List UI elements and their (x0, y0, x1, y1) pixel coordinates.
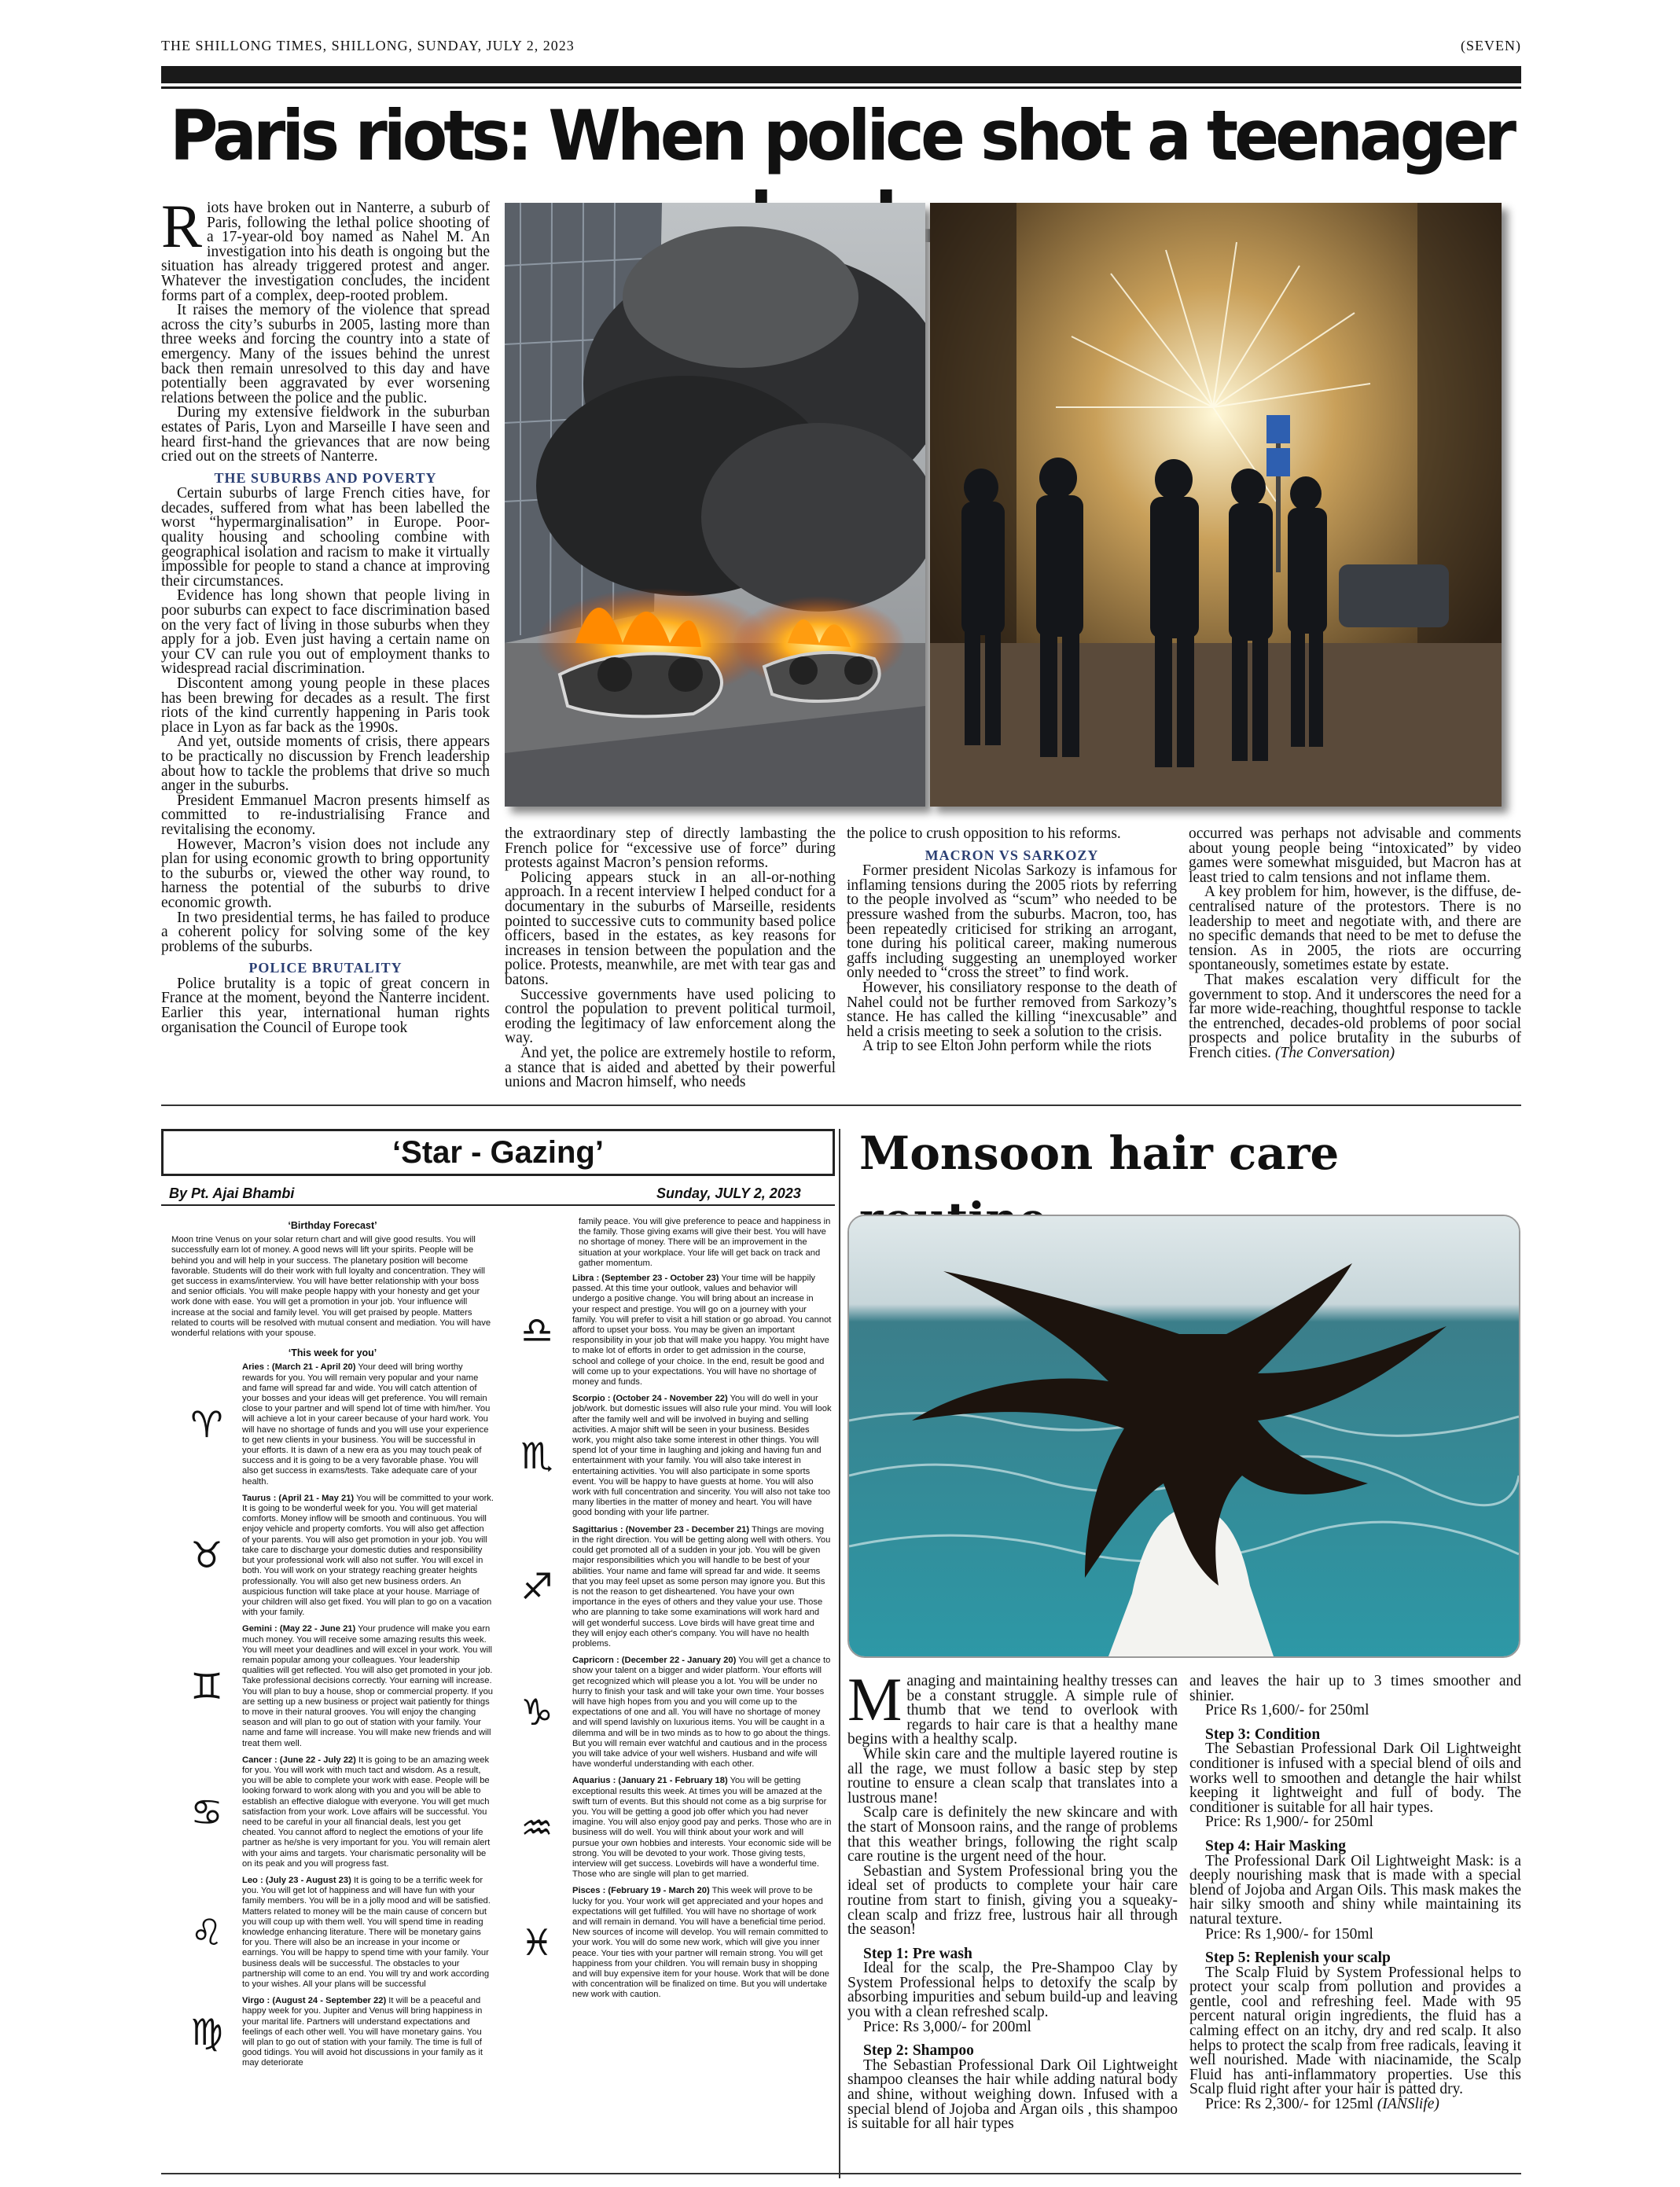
article-column-3 (847, 827, 1177, 1054)
aquarius-icon: ♒ (520, 1806, 553, 1849)
step-heading: Step 4: Hair Masking (1205, 1837, 1346, 1854)
sign-pisces (502, 1886, 832, 2000)
sign-heading: Sagittarius : (November 23 - December 21) (572, 1524, 750, 1535)
paragraph-text: Discontent among young people in these places has been brewing for decades as a result. The first riots of the kind currently happening in Paris took place in Lyon as far back as the 1990s. (161, 675, 490, 736)
paragraph-text: However, his consiliatory response to the death of Nahel could not be further removed from Sarkozy’s stance. He has called the killing “inexcusable” and held a crisis meeting to seek a solution to the crisis. (847, 979, 1177, 1040)
paragraph-text: In two presidential terms, he has failed to produce a coherent policy for solving some of the key problems of the suburbs. (161, 909, 490, 955)
sign-heading: Taurus : (April 21 - May 21) (242, 1493, 355, 1503)
article-column-4 (1189, 827, 1521, 1061)
paragraph (1189, 973, 1521, 1061)
sign-heading: Cancer : (June 22 - July 22) (242, 1755, 356, 1765)
paragraph-text: Scalp care is definitely the new skincare and with the start of Monsoon rains, and the range of problems that this weather brings, following the right scalp care routine is the urgent need of the hour. (847, 1804, 1178, 1865)
sign-virgo (171, 1996, 494, 2068)
paragraph (161, 794, 490, 838)
sign-aquarius (502, 1776, 832, 1880)
top-rule-bar (161, 66, 1521, 83)
police-fireworks-photo (930, 203, 1502, 807)
paragraph (161, 911, 490, 955)
drop-cap: R (161, 192, 203, 260)
paragraph-text: Successive governments have used policing to control the population to prevent political turmoil, eroding the legitimacy of law enforcement along the way. (505, 986, 836, 1047)
column-divider (839, 1129, 840, 2178)
paragraph-text: Former president Nicolas Sarkozy is infamous for inflaming tensions during the 2005 riots by referring to the people involved as “scum” who needed to be pressure washed from the suburbs. Macron, too, has been repeatedly criticised for striking an arrogant, tone during his political career, making numerous gaffs including suggesting an unemployed worker only needed to “cross the street” to find work. (847, 862, 1177, 982)
paragraph-text: Ideal for the scalp, the Pre-Shampoo Clay by System Professional helps to detoxify the scalp by absorbing impurities and sebum build-up and leaving you with a clean refreshed scalp. (847, 1960, 1178, 2021)
pisces-icon: ♓ (520, 1921, 553, 1965)
gemini-icon: ♊ (190, 1664, 223, 1707)
paragraph-text: During my extensive fieldwork in the suburban estates of Paris, Lyon and Marseille I have seen and heard first-hand the grievances that are now being cried out on the streets of Nanterre. (161, 404, 490, 465)
paragraph-text: Certain suburbs of large French cities have, for decades, suffered from what has been labelled the worst “hypermarginalisation” in Europe. Poor-quality housing and schooling combine with geographical isolation and racism to make it virtually impossible for people to stand a chance at improving their circumstances. (161, 485, 490, 590)
step-heading: Step 3: Condition (1205, 1726, 1321, 1743)
page-headline: Paris riots: When police shot a teenager (169, 95, 1513, 176)
paragraph (1189, 1966, 1521, 2097)
folio-line (161, 38, 1521, 54)
scorpio-icon: ♏ (520, 1434, 553, 1477)
paragraph (847, 864, 1177, 981)
paragraph-text: iots have broken out in Nanterre, a suburb of Paris, following the lethal police shooting of a 17-year-old boy named as Nahel M. An investigation into his death is ongoing but the situation has already triggered protest and anger. Whatever the investigation concludes, the incident forms part of a complex, deep-rooted problem. (161, 200, 490, 304)
horoscope-right-column (502, 1217, 832, 2007)
column-date: Sunday, JULY 2, 2023 (656, 1185, 801, 1201)
cancer-icon: ♋ (190, 1790, 223, 1833)
paragraph (505, 1046, 836, 1090)
paragraph-text: Evidence has long shown that people living in poor suburbs can expect to face discrimination based on the very fact of living in those suburbs when they apply for a job. Even just having a certain name on your CV can rule you out of employment thanks to widespread racial discrimination. (161, 587, 490, 678)
paragraph (847, 2059, 1178, 2132)
paragraph (1189, 827, 1521, 885)
paragraph (1189, 2097, 1521, 2112)
paragraph-text: Price: Rs 1,900/- for 250ml (1205, 1814, 1373, 1831)
paragraph (161, 303, 490, 406)
top-rule-line (161, 86, 1521, 89)
sign-forecast-text: It is going to be an amazing week for you. You will work with much tact and wisdom. As a result, you will be able to complete your work with ease. People will be looking forward to work along with you and you will be able to establish an effective dialogue with everyone. You will get much satisfaction from your work. Love affairs will be successful. You need to be careful in your all financial deals, lest you get cheated. You cannot afford to neglect the emotions of your life partner as he/she is very important for you. You will remain alert with your aims and targets. Your charismatic personality will be on its peak and you will progress fast. (242, 1755, 491, 1869)
step-heading: Step 5: Replenish your scalp (1205, 1950, 1391, 1967)
paragraph-text: And yet, the police are extremely hostile to reform, a stance that is aided and abetted by their powerful unions and Macron himself, who needs (505, 1044, 836, 1091)
paragraph (847, 1862, 1178, 1939)
paragraph-text: However, Macron’s vision does not include any plan for using economic growth to bring opportunity to the suburbs or, viewed the other way round, to harness the potential of the suburbs to drive economic growth. (161, 836, 490, 911)
paragraph (505, 871, 836, 988)
paragraph-text: The Professional Dark Oil Lightweight Mask: is a deeply nourishing mask that is made with a special blend of Jojoba and Argan Oils. This mask makes the hair silky smooth and shiny while maintaining its natural texture. (1189, 1852, 1521, 1928)
paragraph (161, 192, 490, 304)
leo-icon: ♌ (190, 1911, 223, 1954)
paragraph (847, 1039, 1177, 1054)
sign-cancer (171, 1755, 494, 1869)
horoscope-left-column (171, 1218, 494, 2075)
sign-heading: Gemini : (May 22 - June 21) (242, 1624, 356, 1634)
paragraph (1189, 1815, 1521, 1830)
woman-sea-photo (847, 1215, 1520, 1658)
sign-heading: Pisces : (February 19 - March 20) (572, 1886, 710, 1896)
sign-heading: Leo : (July 23 - August 23) (242, 1875, 351, 1885)
right-signs-list (502, 1274, 832, 2001)
paragraph (1189, 885, 1521, 973)
byline-rule (161, 1204, 835, 1206)
paragraph-text: occurred was perhaps not advisable and comments about young people being “intoxicated” by video games were somewhat misguided, but Macron has at least tried to calm tensions and not inflame them. (1189, 825, 1521, 886)
paragraph-text: The Sebastian Professional Dark Oil Lightweight shampoo cleanses the hair while adding natural body and shine, without weighing down. Infused with a special blend of Jojoba and Argan oils , this shampoo is suitable for all hair types (847, 2057, 1178, 2133)
paragraph-text: That makes escalation very difficult for the government to stop. And it underscores the need for a far more wide-reaching, thoughtful response to tackle the entrenched, decades-old problems of poor social prospects and police brutality in the suburbs of French cities. (1189, 971, 1521, 1061)
sign-taurus (171, 1494, 494, 1618)
paragraph (505, 827, 836, 871)
subhead: POLICE BRUTALITY (248, 960, 403, 976)
source-credit: (The Conversation) (1274, 1044, 1395, 1061)
paragraph (847, 2020, 1178, 2035)
sign-capricorn (502, 1656, 832, 1770)
paragraph (847, 1806, 1178, 1864)
paragraph (161, 406, 490, 464)
sign-scorpio (502, 1394, 832, 1518)
sign-leo (171, 1876, 494, 1990)
astrologer-name: By Pt. Ajai Bhambi (169, 1185, 295, 1201)
paragraph (505, 988, 836, 1046)
burning-car-photo (505, 203, 925, 807)
sign-heading: Aquarius : (January 21 - February 18) (572, 1776, 728, 1786)
sign-forecast-text: You will do well in your job/work. but domestic issues will also rule your mind. You will look after the family well and will be involved in buying and selling activities. A major shift will be seen in your business. Besides work, you might also take some interest in other things. You will spend lot of your time in laughing and joking and having fun and entertainment with your family. You will also take interest in entertaining activities. You will also participate in some sports event. You will be happy to have guests at home. You will also work with full concentration and sincerity. You will also not take too many liberties in the matter of money and heart. You will have good bonding with your life partner. (572, 1394, 832, 1518)
sign-gemini (171, 1624, 494, 1748)
sign-heading: Virgo : (August 24 - September 22) (242, 1996, 387, 2006)
paragraph (161, 677, 490, 735)
star-gazing-title: ‘Star - Gazing’ (161, 1129, 835, 1176)
drop-cap: M (847, 1665, 902, 1733)
article-column-2 (505, 827, 836, 1090)
sign-sagittarius (502, 1525, 832, 1649)
paragraph-text: Price Rs 1,600/- for 250ml (1205, 1702, 1369, 1719)
subhead: MACRON VS SARKOZY (925, 847, 1099, 863)
hair-column-2 (1189, 1674, 1521, 2112)
paragraph (847, 1745, 1178, 1807)
sagittarius-icon: ♐ (520, 1565, 553, 1608)
sign-libra (502, 1274, 832, 1388)
paragraph (847, 827, 1177, 842)
paragraph (1189, 1704, 1521, 1718)
paragraph-text: Price: Rs 3,000/- for 200ml (863, 2018, 1031, 2035)
paragraph (1189, 1854, 1521, 1928)
birthday-forecast-heading: ‘Birthday Forecast’ (288, 1220, 377, 1231)
paragraph-text: And yet, outside moments of crisis, there appears to be practically no discussion by French leadership about how to tackle the problems that drive so much anger in the suburbs. (161, 733, 490, 795)
paragraph-text: the extraordinary step of directly lambasting the French police for “excessive use of force” during protests against Macron’s pension reforms. (505, 825, 836, 872)
paragraph-text: and leaves the hair up to 3 times smoother and shinier. (1189, 1673, 1521, 1704)
paragraph-text: Police brutality is a topic of great concern in France at the moment, beyond the Nanterre incident. Earlier this year, international human rights organisation the Council of Europe took (161, 975, 490, 1036)
hair-care-headline: Monsoon hair care (859, 1127, 1340, 1180)
paragraph-text: Price: Rs 1,900/- for 150ml (1205, 1925, 1373, 1943)
libra-icon: ♎ (520, 1309, 553, 1352)
birthday-forecast-text: Moon trine Venus on your solar return chart and will give good results. You will successfully earn lot of money. A good news will lift your spirits. People will be behind you and will help in your success. The planetary position will become favorable. Students will do their work with full loyalty and concentration. They will get success in exams/interview. You will have better relationship with your boss and senior officials. You will make people happy with your honesty and get your work done with ease. You will get a promotion in your job. Your influence will increase at the social and family level. You will get praised by people. Matters related to courts will be resolved with mutual consent and mediation. You will have wonderful relations with your spouse. (171, 1235, 491, 1339)
sign-forecast-text: You will be committed to your work. It is going to be wonderful week for you. You will get material comforts. Money inflow will be smooth and continuous. You will enjoy vehicle and property comforts. You will also get affection of your parents. You will also get promotion in your job. You will take care to discharge your domestic duties and responsibility but your professional work will also not suffer. You will excel in both. You will work on your strategy reaching greater heights professionally. You will also get new business orders. An auspicious function will take place at your house. Marriage of your children will also get fixed. You will plan to go on a vacation with your family. (242, 1493, 494, 1618)
paragraph (1189, 1742, 1521, 1815)
this-week-heading: ‘This week for you’ (288, 1347, 377, 1359)
paragraph (1189, 1925, 1521, 1943)
paragraph-text: A trip to see Elton John perform while the riots (862, 1038, 1152, 1055)
sign-forecast-text: You will be getting exceptional results this week. At times you will be amazed at the swift turn of events. But this should not come as a big surprise for you. You will be getting a good job offer which you had never imagine. You will also enjoy good pay and perks. Those who are in business will do well. You will think about your work and will pursue your own hobbies and interests. Your economic side will be strong. You will be devoted to your work. Those giving tests, interview will get success. Lovebirds will have a wonderful time. Those who are single will plan to get married. (572, 1776, 832, 1880)
folio-page-number: (SEVEN) (1461, 38, 1521, 53)
paragraph-text: Sebastian and System Professional bring you the ideal set of products to complete your hair care routine from start to finish, giving you a squeaky-clean scalp and frizz free, lustrous hair all through the season! (847, 1862, 1178, 1939)
step-heading: Step 1: Pre wash (863, 1945, 972, 1962)
capricorn-icon: ♑ (520, 1691, 553, 1734)
paragraph-text: Price: Rs 2,300/- for 125ml (1205, 2096, 1373, 2113)
aries-icon: ♈ (190, 1403, 223, 1446)
taurus-icon: ♉ (190, 1534, 223, 1577)
sign-forecast-text: This week will prove to be lucky for you. Your work will get appreciated and your hopes and expectations will get fulfilled. You will have no shortage of work and will remain in demand. You will have a beneficial time period. New sources of income will develop. You will remain committed to your work. You will do some new work, which will give you inner peace. Your ties with your partner will remain strong. You will get happiness from your children. You will remain busy in shopping and will buy expensive item for your house. Work that will be done with concentration will be finalized on time. But you will undertake new work with caution. (572, 1886, 829, 2000)
star-gazing-byline (169, 1185, 829, 1202)
sign-heading: Scorpio : (October 24 - November 22) (572, 1394, 728, 1404)
paragraph (847, 981, 1177, 1039)
paragraph-text: A key problem for him, however, is the diffuse, de-centralised nature of the protestors. There is no leadership to meet and negotiate with, and there are no specific demands that need to be met to defuse the tension. As in 2005, the riots are occurring spontaneously, sometimes estate by estate. (1189, 884, 1521, 974)
sign-heading: Libra : (September 23 - October 23) (572, 1274, 719, 1284)
sign-forecast-text: Your prudence will make you earn much money. You will receive some amazing results this week. You will meet your deadlines and will excel in your work. You will remain popular among your colleagues. Your leadership qualities will get reflected. You will also get promoted in your job. Take professional decisions correctly. Your earning will increase. You will plan to buy a house, shop or commercial property. If you are setting up a new business or project wait patiently for things to move in their natural grooves. You will enjoy the changing season and will plan to go out of station with your family. Your name and fame will increase. You will make new friends and will treat them well. (242, 1624, 494, 1748)
source-credit: (IANSlife) (1377, 2096, 1439, 2113)
paragraph (161, 977, 490, 1035)
sign-forecast-text: Your time will be happily passed. At this time your outlook, values and behavior will undergo a positive change. You will bring about an increase in your respect and prestige. You will go on a journey with your family. You will prefer to visit a hill station or go abroad. You cannot afford to upset your boss. You may be given an important responsibility in your job that will make you happy. You might have to make lot of efforts in order to get admission in the course, school and college of your choice. In the end, result be good and will come up to your expectations. You will have no shortage of money and funds. (572, 1274, 832, 1388)
paragraph-text: Policing appears stuck in an all-or-nothing approach. In a recent interview I helped conduct for a documentary in the suburbs of Marseille, residents pointed to successive cuts to community based police officers, based in the estates, as key reasons for increases in tension between the population and the police. Protests, meanwhile, are met with tear gas and batons. (505, 869, 836, 988)
virgo-icon: ♍ (190, 2010, 223, 2053)
continued-text: family peace. You will give preference to peace and happiness in the family. Those giving exams will give their best. You will have no shortage of money. There will be an improvement in the situation at your workplace. Your life will get back on track and gather momentum. (579, 1217, 831, 1268)
paragraph (161, 735, 490, 793)
paragraph-text: While skin care and the multiple layered routine is all the rage, we must follow a basic step by step routine to ensure a clean scalp that translates into a lustrous mane! (847, 1745, 1178, 1807)
paragraph-text: the police to crush opposition to his reforms. (847, 825, 1121, 842)
left-signs-list (171, 1362, 494, 2068)
paragraph (161, 487, 490, 589)
paragraph-text: It raises the memory of the violence that spread across the city’s suburbs in 2005, lasting more than three weeks and forcing the country into a state of emergency. Many of the issues behind the unrest back then remain unresolved to this day and have potentially been aggravated by ever worsening relations between the police and the public. (161, 302, 490, 406)
sign-forecast-text: It is going to be a terrific week for you. You will get lot of happiness and will have fun with your family members. You will be in a jolly mood and will be satisfied. Matters related to money will be the main cause of concern but you will coup up with them well. You will spend time in reading knowledge enhancing literature. There will be monetary gains for you. There will also be an increase in your income or earnings. You will be happy to spend time with your family. Your business deals will be successful. The obstacles to your partnership will come to an end. You will try and work according to your wishes. All your plans will be successful (242, 1875, 491, 1990)
sign-forecast-text: Your deed will bring worthy rewards for you. You will remain very popular and your name and fame will spread far and wide. You will catch attention of your bosses and your ideas will get preference. You will remain close to your partner and will spend lot of time with him/her. You will achieve a lot in your career because of your hard work. You will have no shortage of funds and you will use your experience to get new clients in your business. You will be successful in your efforts. It is dawn of a new era as you may touch peak of success and it is going to be a very favorable phase. You will also get success in exams/tests. Take adequate care of your health. (242, 1362, 491, 1487)
sign-forecast-text: Things are moving in the right direction. You will be getting along well with others. You could get promoted all of a sudden in your job. You will be given major responsibilities which you will handle to be best of your abilities. Your name and fame will spread far and wide. It seems that you may feel upset as some person may ignore you. But this is not the reason to get disheartened. You have your own importance in the eyes of others and they value your use. Those who are planning to take some examinations will work hard and will get wonderful success. Love birds will have great time and they will enjoy each other's company. You will have no health problems. (572, 1524, 831, 1649)
paragraph (847, 1665, 1178, 1748)
paragraph (1189, 1674, 1521, 1704)
article-column-1 (161, 192, 490, 1036)
section-divider (161, 1105, 1521, 1106)
paragraph (847, 1961, 1178, 2020)
sign-aries (171, 1362, 494, 1487)
paragraph-text: anaging and maintaining healthy tresses can be a constant struggle. A simple rule of thumb that we tend to overlook with regards to hair care is that a healthy mane begins with a healthy scalp. (847, 1673, 1178, 1748)
paragraph-text: The Sebastian Professional Dark Oil Lightweight conditioner is infused with a special blend of oils and works well to smoothen and detangle the hair whilst keeping it lightweight and full of body. The conditioner is suitable for all hair types. (1189, 1740, 1521, 1816)
paragraph (161, 838, 490, 911)
paragraph-text: The Scalp Fluid by System Professional helps to protect your scalp from pollution and provides a gentle, cool and refreshing feel. Made with 95 percent natural origin ingredients, the fluid has a calming effect on an itchy, dry and red scalp. It also helps to protect the scalp from free radicals, leaving it well nourished. Made with niacinamide, the Scalp Fluid has anti-inflammatory properties. Use this Scalp fluid right after your hair is patted dry. (1189, 1964, 1521, 2098)
folio-left: THE SHILLONG TIMES, SHILLONG, SUNDAY, JULY 2, 2023 (161, 38, 575, 53)
paragraph-text: President Emmanuel Macron presents himself as committed to re-industrialising France and revitalising the economy. (161, 792, 490, 838)
hair-column-1 (847, 1665, 1178, 2133)
step-heading: Step 2: Shampoo (863, 2042, 974, 2060)
sign-heading: Aries : (March 21 - April 20) (242, 1362, 356, 1373)
bottom-rule (161, 2173, 1521, 2174)
sign-forecast-text: It will be a peaceful and happy week for you. Jupiter and Venus will bring happiness in your marital life. Partners will understand expectations and feelings of each other well. You will have monetary gains. You will plan to go out of station with your family. The time is full of good tidings. You will avoid hot discussions in your family as it may deteriorate (242, 1996, 483, 2068)
subhead: THE SUBURBS AND POVERTY (214, 469, 437, 486)
paragraph (161, 589, 490, 677)
sign-forecast-text: You will get a chance to show your talent on a bigger and wider platform. Your efforts will get recognized which will please you a lot. You will be under no hurry to finish your task and will take your own time. Your bosses will have high hopes from you and you will come up to the expectations of one and all. You will have no shortage of money and will spend lavishly on luxurious items. You will be caught in a dilemma and will be in two minds as to how to go about the things. But you will remain ever watchful and cautious and in the process you will take advice of your well wishers. Husband and wife will have wonderful understanding with each other. (572, 1656, 831, 1770)
sign-heading: Capricorn : (December 22 - January 20) (572, 1656, 737, 1666)
